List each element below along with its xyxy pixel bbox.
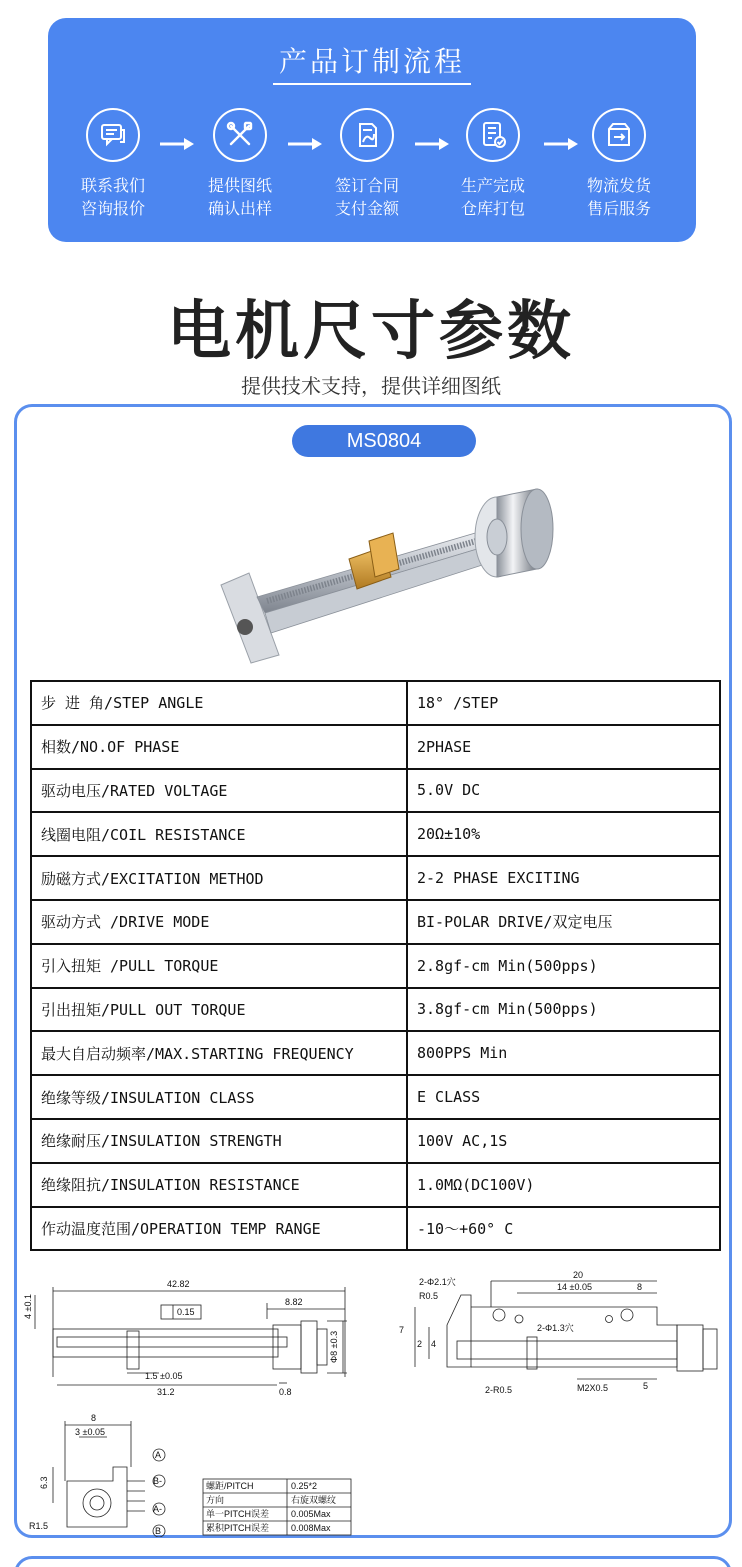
table-row: 引入扭矩 /PULL TORQUE 2.8gf-cm Min(500pps) [31, 944, 720, 988]
pitch-value: 右旋双螺纹 [291, 1495, 337, 1505]
dim-label: 2-Φ1.3穴 [537, 1323, 574, 1333]
dim-label: 8 [91, 1413, 97, 1423]
dim-label: 3 ±0.05 [75, 1427, 105, 1437]
dim-label: M2X0.5 [577, 1383, 609, 1393]
dim-label: 6.3 [39, 1476, 49, 1489]
process-step-drawing: 提供图纸 确认出样 [185, 108, 295, 220]
pin-label: B [155, 1526, 162, 1536]
pitch-value: 0.25*2 [291, 1481, 318, 1491]
pitch-key: 方向 [206, 1495, 225, 1505]
table-row: 励磁方式/EXCITATION METHOD 2-2 PHASE EXCITING [31, 856, 720, 900]
dim-label: 0.15 [177, 1307, 195, 1317]
table-row: 驱动方式 /DRIVE MODE BI-POLAR DRIVE/双定电压 [31, 900, 720, 944]
dim-label: 8 [637, 1282, 643, 1292]
motor-product-image [197, 477, 557, 677]
spec-table [30, 680, 721, 1251]
table-row: 线圈电阻/COIL RESISTANCE 20Ω±10% [31, 812, 720, 856]
technical-drawing [17, 1267, 729, 1537]
dim-label: 14 ±0.05 [557, 1282, 592, 1292]
delivery-icon [592, 108, 646, 162]
page-subtitle: 提供技术支持，提供详细图纸 [241, 374, 501, 398]
dim-label: 4 [431, 1339, 437, 1349]
tools-icon [213, 108, 267, 162]
process-title: 产品订制流程 [48, 40, 696, 80]
pitch-key: 累积PITCH误差 [206, 1523, 270, 1533]
dim-label: 42.82 [167, 1279, 190, 1289]
process-step-delivery: 物流发货 售后服务 [564, 108, 674, 220]
pin-label: A [155, 1450, 162, 1460]
dim-label: 20 [573, 1270, 584, 1280]
process-banner [48, 18, 696, 242]
contract-icon [340, 108, 394, 162]
dim-label: 8.82 [285, 1297, 303, 1307]
pin-label: B- [153, 1476, 162, 1486]
table-row: 相数/NO.OF PHASE 2PHASE [31, 725, 720, 769]
table-row: 绝缘等级/INSULATION CLASS E CLASS [31, 1075, 720, 1119]
table-row: 最大自启动频率/MAX.STARTING FREQUENCY 800PPS Min [31, 1031, 720, 1075]
dim-label: R1.5 [29, 1521, 49, 1531]
page-title: 电机尺寸参数 [167, 295, 575, 369]
dim-label: 1.5 ±0.05 [145, 1371, 183, 1381]
dim-label: Φ8 ±0.3 [329, 1330, 339, 1363]
table-row: 驱动电压/RATED VOLTAGE 5.0V DC [31, 769, 720, 813]
dim-label: 2-Φ2.1穴 [419, 1277, 456, 1287]
pitch-value: 0.008Max [291, 1523, 331, 1533]
table-row: 绝缘阻抗/INSULATION RESISTANCE 1.0MΩ(DC100V) [31, 1163, 720, 1207]
next-section-card [14, 1556, 732, 1567]
dim-label: 4 ±0.1 [23, 1294, 33, 1319]
dim-label: 2 [417, 1339, 423, 1349]
table-row: 绝缘耐压/INSULATION STRENGTH 100V AC,1S [31, 1119, 720, 1163]
pitch-key: 单一PITCH误差 [206, 1509, 270, 1519]
process-step-production: 生产完成 仓库打包 [438, 108, 548, 220]
dim-label: 5 [643, 1381, 649, 1391]
dim-label: 2-R0.5 [485, 1385, 513, 1395]
dim-label: 0.8 [279, 1387, 292, 1397]
table-row: 步 进 角/STEP ANGLE 18° /STEP [31, 681, 720, 725]
pin-label: A- [153, 1504, 162, 1514]
table-row: 作动温度范围/OPERATION TEMP RANGE -10～+60° C [31, 1207, 720, 1251]
table-row: 引出扭矩/PULL OUT TORQUE 3.8gf-cm Min(500pps) [31, 988, 720, 1032]
dim-label: R0.5 [419, 1291, 439, 1301]
dim-label: 31.2 [157, 1387, 175, 1397]
process-step-contact: 联系我们 咨询报价 [58, 108, 168, 220]
dim-label: 7 [399, 1325, 405, 1335]
pitch-key: 螺距/PITCH [206, 1481, 254, 1491]
pitch-value: 0.005Max [291, 1509, 331, 1519]
spec-card [14, 404, 732, 1538]
process-step-contract: 签订合同 支付金额 [312, 108, 422, 220]
model-badge: MS0804 [292, 425, 476, 457]
chat-icon [86, 108, 140, 162]
checklist-icon [466, 108, 520, 162]
